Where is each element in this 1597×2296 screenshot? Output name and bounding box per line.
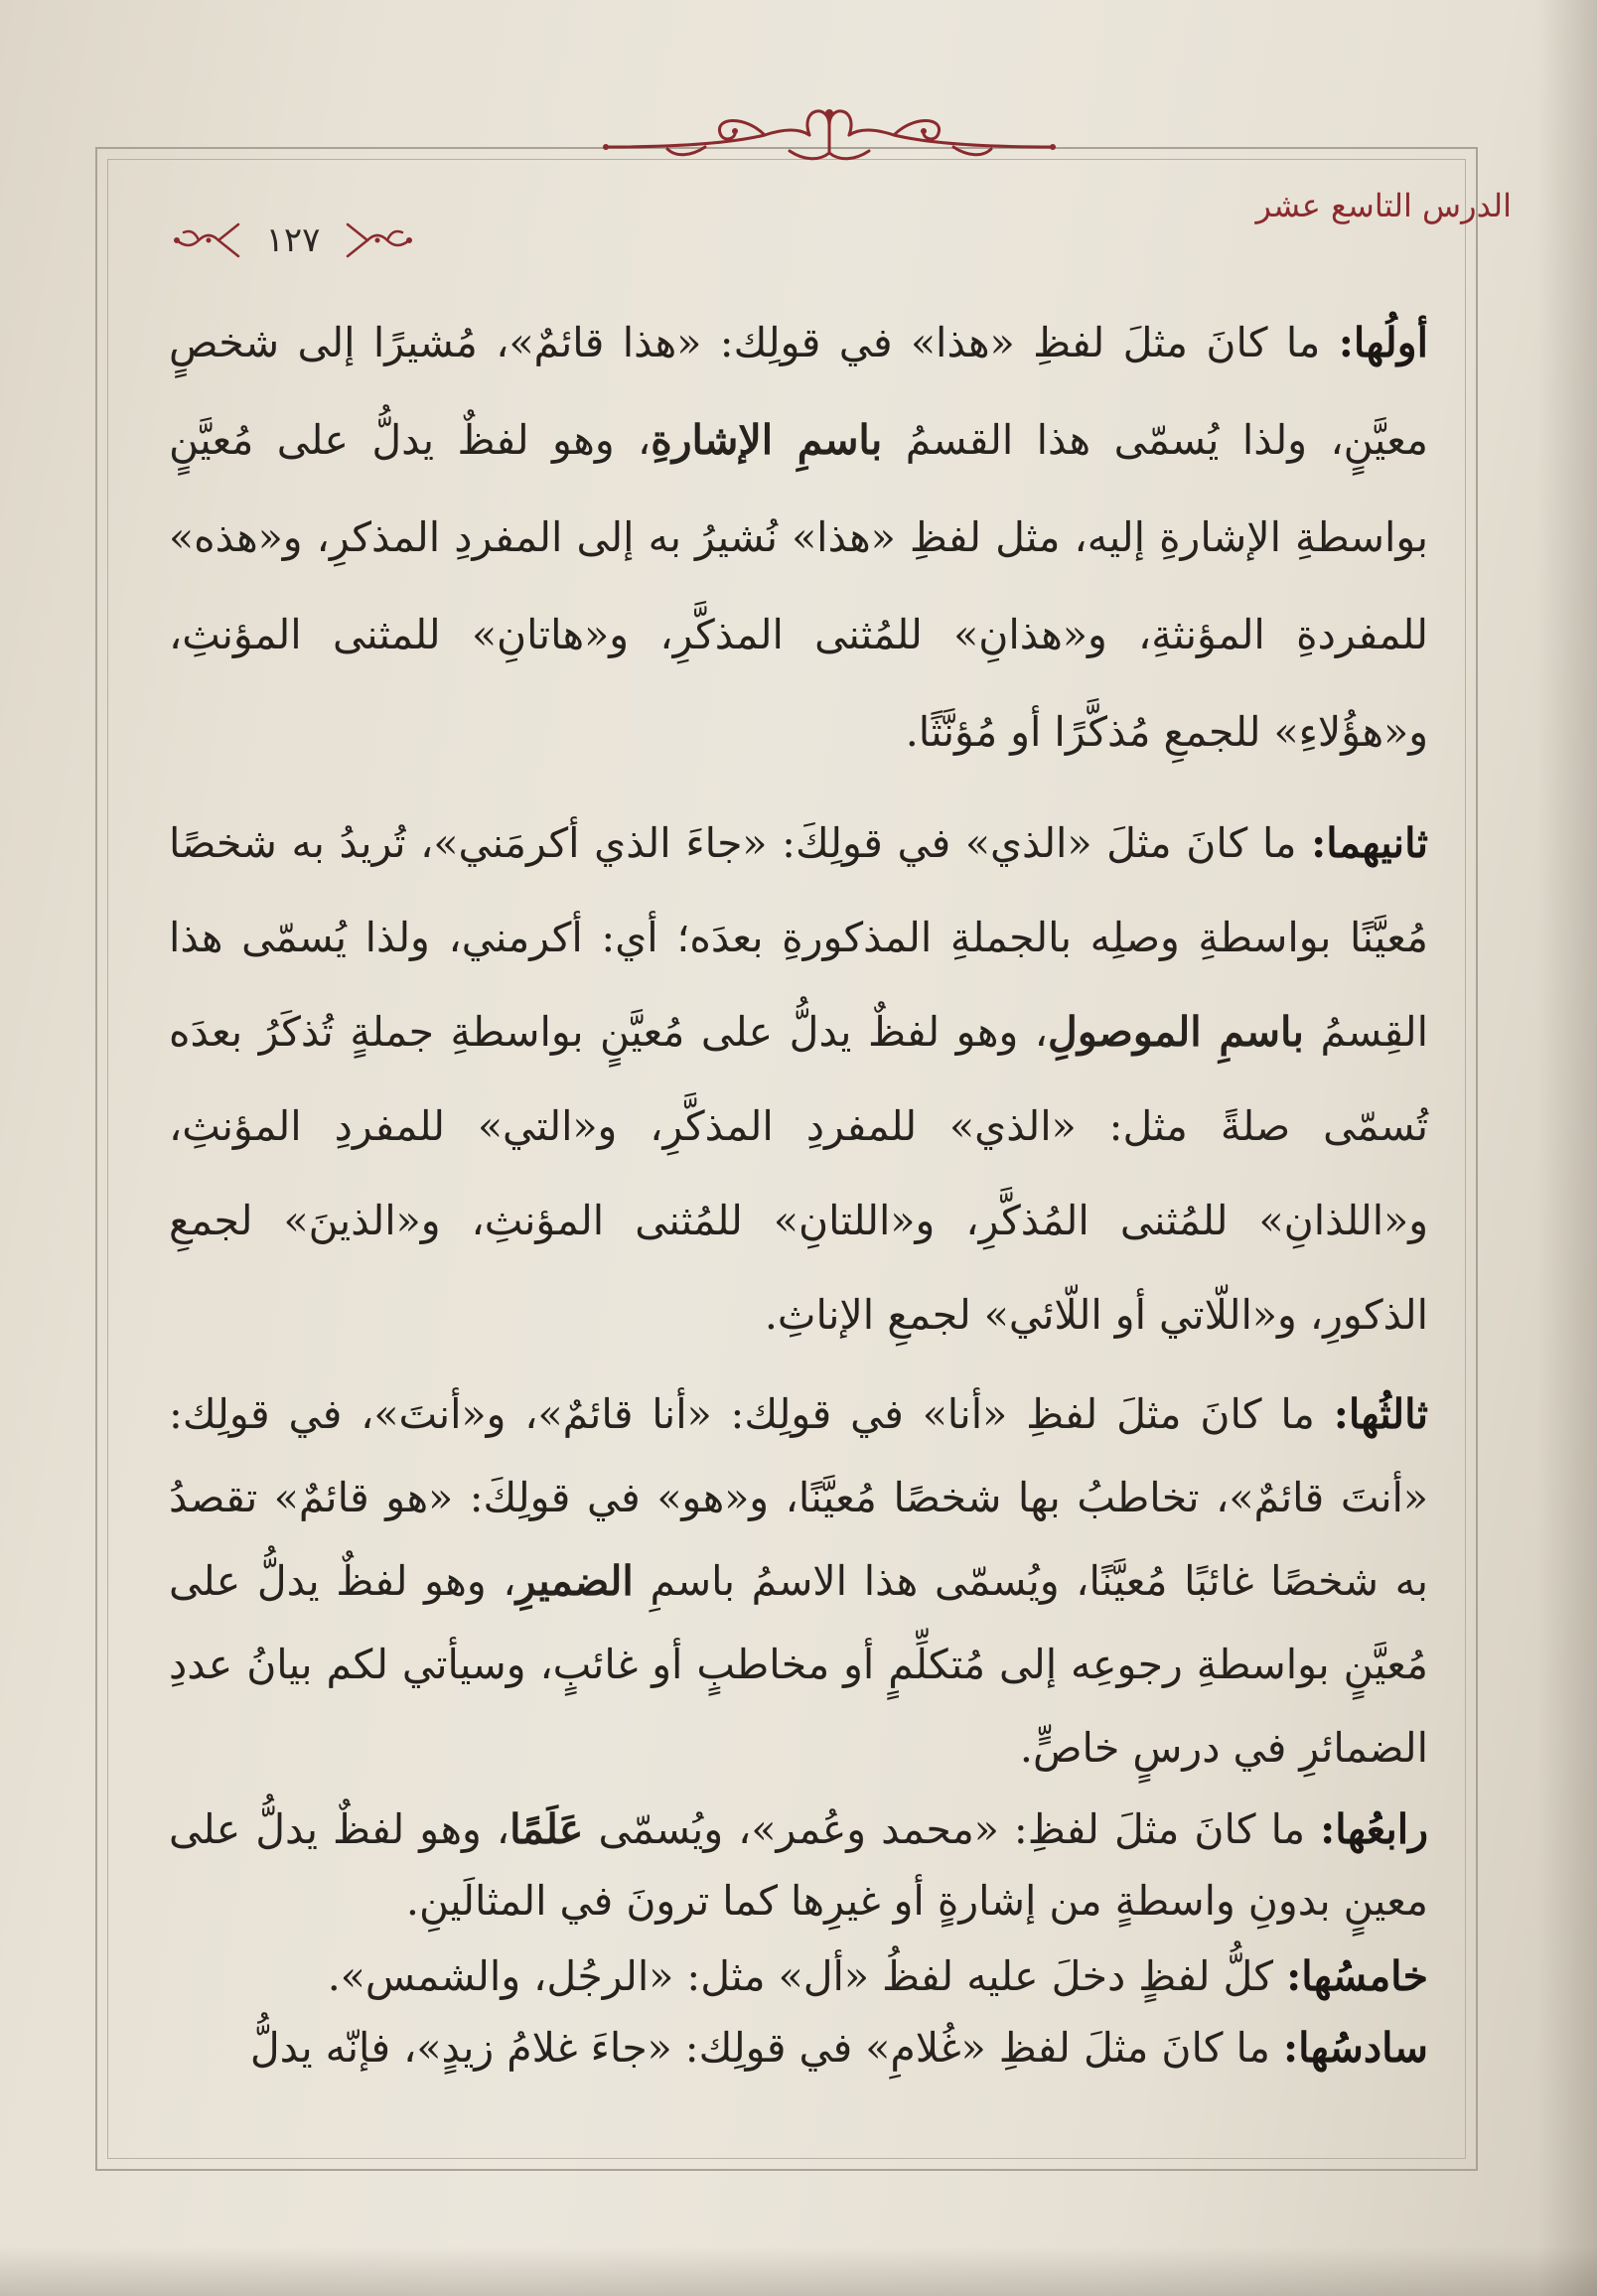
paragraph-text: ما كانَ مثلَ لفظِ «غُلامِ» في قولِك: «جاءَ غلامُ زيدٍ»، فإنّه يدلُّ — [249, 2024, 1284, 2072]
paragraph-text: ما كانَ مثلَ «الذي» في قولِكَ: «جاءَ الذي أكرمَني»، تُريدُ به شخصًا مُعيَّنًا بواسطةِ وصلِه بالجملةِ المذكورةِ بعدَه؛ أي: أكرمني، ولذا يُسمّى هذا القِسمُ — [169, 819, 1428, 1056]
floral-scroll-ornament-icon — [596, 95, 1063, 165]
paragraph-text: ما كانَ مثلَ لفظِ: «محمد وعُمر»، ويُسمّى — [583, 1805, 1321, 1853]
paragraph-text: ما كانَ مثلَ لفظِ «هذا» في قولِك: «هذا قائمٌ»، مُشيرًا إلى شخصٍ معيَّنٍ، ولذا يُسمّى هذا القسمُ — [169, 319, 1428, 464]
defined-term: باسمِ الإشارةِ — [651, 416, 883, 464]
paragraph-lead: سادسُها: — [1283, 2024, 1428, 2072]
paragraph-text: كلُّ لفظٍ دخلَ عليه لفظُ «أل» مثل: «الرجُل، والشمس». — [327, 1952, 1287, 2000]
paragraph-text: ، وهو لفظٌ يدلُّ على معينٍ بدونِ واسطةٍ من إشارةٍ أو غيرِها كما ترونَ في المثالَينِ. — [169, 1805, 1428, 1925]
paragraph-lead: ثالثُها: — [1333, 1390, 1428, 1438]
paragraph-fourth — [169, 1794, 1428, 1937]
body-text — [169, 294, 1428, 2151]
paragraph-sixth — [169, 2012, 1428, 2083]
paragraph-text: ، وهو لفظٌ يدلُّ على مُعيَّنٍ بواسطةِ رجوعِه إلى مُتكلِّمٍ أو مخاطبٍ أو غائبٍ، وسيأتي لكم بيانُ عددِ الضمائرِ في درسٍ خاصٍّ. — [169, 1557, 1428, 1772]
running-title: الدرس التاسع عشر — [1255, 187, 1512, 224]
page-edge-shadow-bottom — [0, 2246, 1597, 2296]
paragraph-first — [169, 294, 1428, 781]
page-number: ١٢٧ — [265, 220, 321, 260]
page-edge-shadow-right — [1537, 0, 1597, 2296]
paragraph-lead: رابعُها: — [1320, 1805, 1428, 1853]
paragraph-third — [169, 1372, 1428, 1790]
paragraph-second — [169, 796, 1428, 1363]
page-number-group — [169, 211, 417, 270]
paragraph-text: ، وهو لفظٌ يدلُّ على مُعيَّنٍ بواسطةِ الإشارةِ إليه، مثل لفظِ «هذا» نُشيرُ به إلى المفردِ المذكرِ، و«هذه» للمفردةِ المؤنثةِ، و«هذانِ» للمُثنى المذكَّرِ، و«هاتانِ» للمثنى المؤنثِ، و«هؤُلاءِ» للجمعِ مُذكَّرًا أو مُؤنَّثًا. — [169, 416, 1428, 756]
paragraph-lead: أولُها: — [1338, 319, 1428, 366]
paragraph-fifth — [169, 1940, 1428, 2012]
defined-term: الضميرِ — [515, 1557, 634, 1605]
paragraph-text: ، وهو لفظٌ يدلُّ على مُعيَّنٍ بواسطةِ جملةٍ تُذكَرُ بعدَه تُسمّى صلةً مثل: «الذي» للمفردِ المذكَّرِ، و«التي» للمفردِ المؤنثِ، و«اللذانِ» للمُثنى المُذكَّرِ، و«اللتانِ» للمُثنى المؤنثِ، و«الذينَ» لجمعِ الذكورِ، و«اللّاتي أو اللّائي» لجمعِ الإناثِ. — [169, 1008, 1428, 1339]
defined-term: باسمِ الموصولِ — [1048, 1008, 1304, 1056]
paragraph-lead: ثانيهما: — [1311, 819, 1428, 867]
paragraph-lead: خامسُها: — [1286, 1952, 1428, 2000]
paragraph-text: ما كانَ مثلَ لفظِ «أنا» في قولِك: «أنا قائمٌ»، و«أنتَ»، في قولِك: «أنتَ قائمٌ»، تخاطبُ بها شخصًا مُعيَّنًا، و«هو» في قولِكَ: «هو قائمٌ» تقصدُ به شخصًا غائبًا مُعيَّنًا، ويُسمّى هذا الاسمُ باسمِ — [169, 1390, 1429, 1605]
defined-term: عَلَمًا — [509, 1805, 584, 1853]
